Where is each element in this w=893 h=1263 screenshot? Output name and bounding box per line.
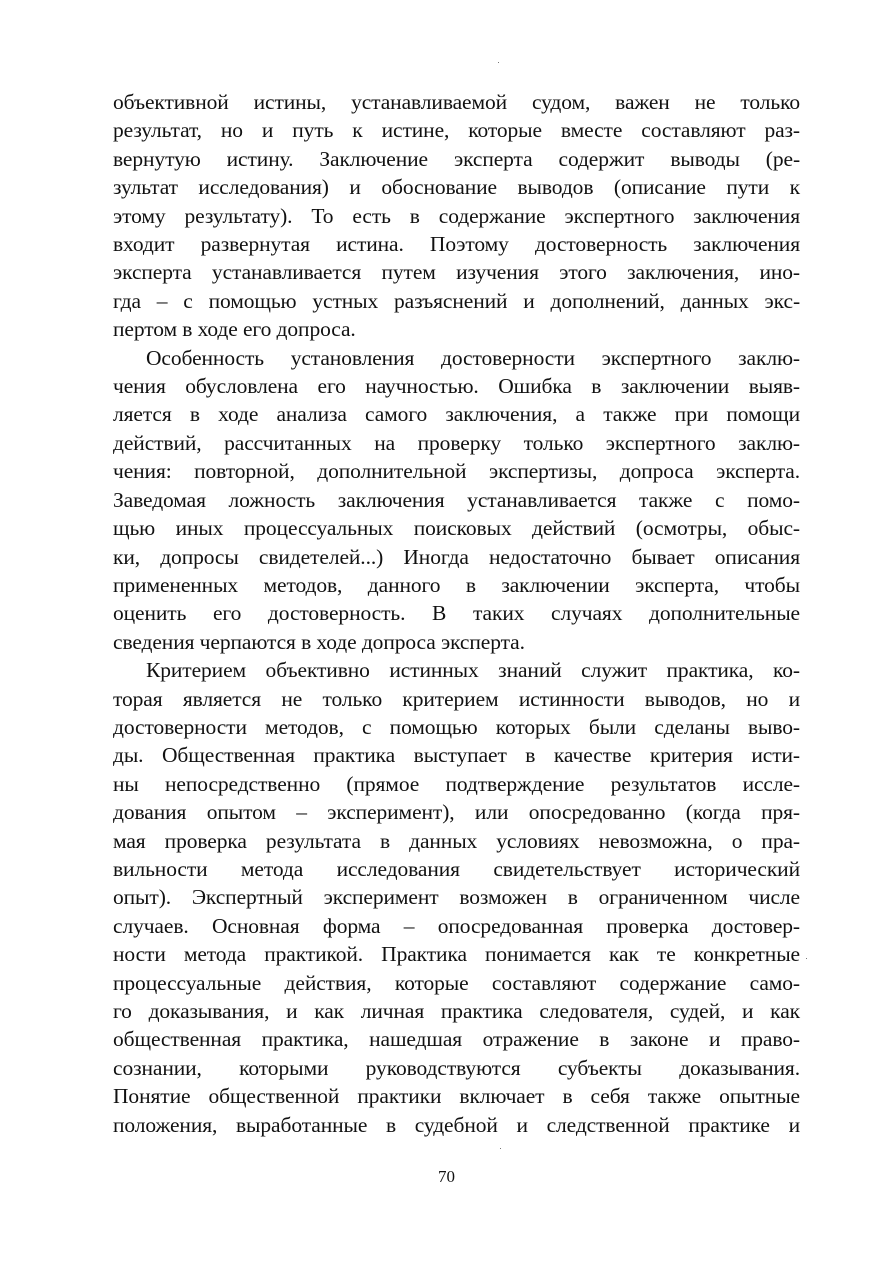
text-line: сознании, которыми руководствуются субъекты доказывания. — [113, 1055, 800, 1080]
text-line: чения: повторной, дополнительной экспертизы, допроса эксперта. — [113, 459, 800, 484]
text-line: Понятие общественной практики включает в себя также опытные — [113, 1084, 800, 1109]
text-line: дования опытом – эксперимент), или опосредованно (когда пря- — [113, 800, 800, 825]
scan-speck — [498, 62, 499, 63]
text-line: действий, рассчитанных на проверку только экспертного заклю- — [113, 430, 800, 455]
paragraph — [113, 344, 800, 656]
text-line: чения обусловлена его научностью. Ошибка в заключении выяв- — [113, 374, 800, 399]
text-line: Особенность установления достоверности экспертного заклю- — [146, 345, 800, 370]
text-line: Заведомая ложность заключения устанавливается также с помо- — [113, 487, 800, 512]
text-line: щью иных процессуальных поисковых действий (осмотры, обыс- — [113, 516, 800, 541]
text-line: гда – с помощью устных разъяснений и дополнений, данных экс- — [113, 288, 800, 313]
text-line: достоверности методов, с помощью которых были сделаны выво- — [113, 714, 800, 739]
text-line: входит развернутая истина. Поэтому достоверность заключения — [113, 232, 800, 257]
text-line: опыт). Экспертный эксперимент возможен в ограниченном числе — [113, 885, 800, 910]
body-text — [113, 88, 800, 1139]
text-line: ности метода практикой. Практика понимается как те конкретные — [113, 942, 800, 967]
text-line: случаев. Основная форма – опосредованная проверка достовер- — [113, 913, 800, 938]
text-line: этому результату). То есть в содержание экспертного заключения — [113, 203, 800, 228]
text-line: оценить его достоверность. В таких случаях дополнительные — [113, 601, 800, 626]
text-line: примененных методов, данного в заключении эксперта, чтобы — [113, 572, 800, 597]
text-line: зультат исследования) и обоснование выводов (описание пути к — [113, 175, 800, 200]
text-line: результат, но и путь к истине, которые вместе составляют раз- — [113, 118, 800, 143]
paragraph — [113, 656, 800, 1139]
text-line: пертом в ходе его допроса. — [113, 317, 356, 342]
text-line: вильности метода исследования свидетельствует исторический — [113, 856, 800, 881]
text-line: положения, выработанные в судебной и следственной практике и — [113, 1112, 800, 1137]
text-line: Критерием объективно истинных знаний служит практика, ко- — [146, 658, 800, 683]
text-line: эксперта устанавливается путем изучения этого заключения, ино- — [113, 260, 800, 285]
text-line: ляется в ходе анализа самого заключения, а также при помощи — [113, 402, 800, 427]
text-line: торая является не только критерием истинности выводов, но и — [113, 686, 800, 711]
text-line: объективной истины, устанавливаемой судом, важен не только — [113, 90, 800, 114]
page-number: 70 — [438, 1167, 455, 1186]
paragraph — [113, 88, 800, 344]
text-line: сведения черпаются в ходе допроса эксперта. — [113, 629, 525, 654]
text-line: го доказывания, и как личная практика следователя, судей, и как — [113, 999, 800, 1023]
scan-speck — [806, 958, 807, 959]
text-line: мая проверка результата в данных условиях невозможна, о пра- — [113, 828, 800, 853]
text-line: процессуальные действия, которые составляют содержание само- — [113, 970, 800, 995]
text-line: общественная практика, нашедшая отражение в законе и право- — [113, 1027, 800, 1052]
text-line: ды. Общественная практика выступает в качестве критерия исти- — [113, 743, 800, 768]
text-line: ки, допросы свидетелей...) Иногда недостаточно бывает описания — [113, 544, 800, 569]
scan-speck — [500, 1148, 501, 1149]
text-line: ны непосредственно (прямое подтверждение результатов иссле- — [113, 771, 800, 796]
text-line: вернутую истину. Заключение эксперта содержит выводы (ре- — [113, 146, 800, 171]
